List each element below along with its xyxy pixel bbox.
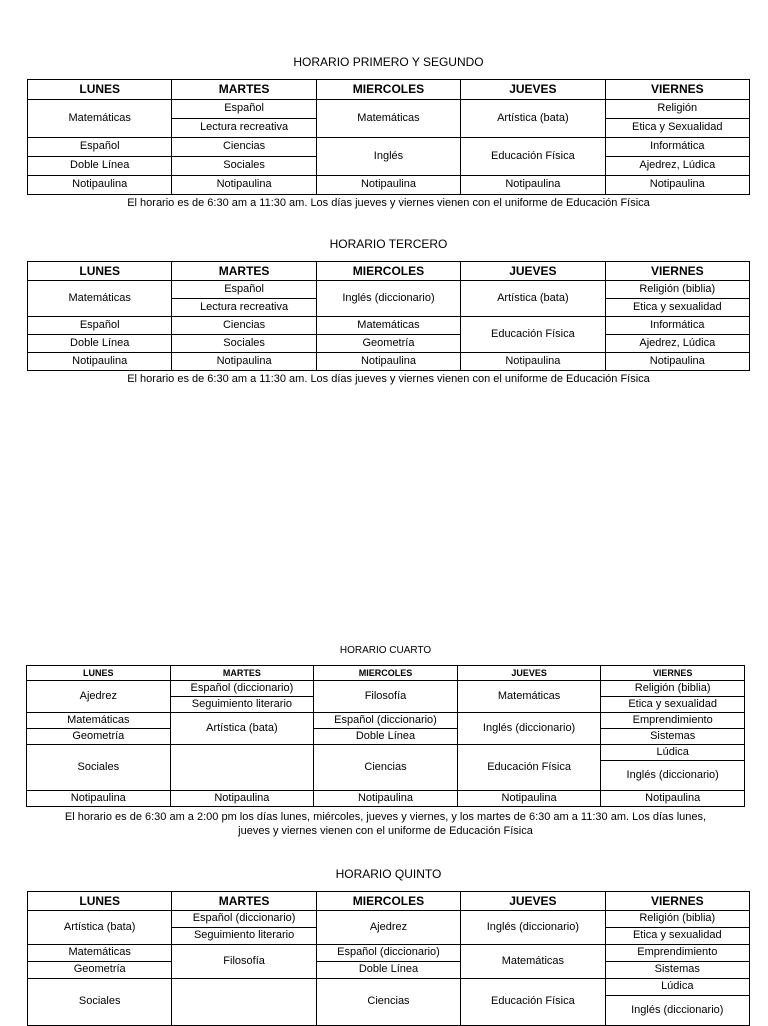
day-header-monday: LUNES [27,666,171,681]
table-cell: Sociales [27,745,171,791]
table-cell: Matemáticas [27,713,171,729]
day-header-tuesday: MARTES [172,892,316,911]
table-cell: Educación Física [457,745,601,791]
table-cell: Doble Línea [314,729,458,745]
table-cell: Lúdica [601,745,745,761]
schedule-title: HORARIO CUARTO [339,645,432,656]
table-cell: Sistemas [601,729,745,745]
day-header-tuesday: MARTES [172,262,316,281]
table-cell [172,979,316,1026]
table-cell: Español [172,281,316,299]
table-cell: Etica y sexualidad [601,697,745,713]
table-cell: Educación Física [461,317,605,353]
table-cell: Notipaulina [461,353,605,371]
table-cell: Seguimiento literario [172,928,316,945]
schedule-table [27,261,750,371]
table-cell: Artística (bata) [170,713,314,745]
schedule-title: HORARIO TERCERO [329,237,448,251]
table-cell: Ajedrez [316,911,460,945]
table-cell: Notipaulina [461,176,605,195]
table-cell: Inglés (diccionario) [605,996,749,1026]
table-cell: Matemáticas [28,281,172,317]
schedule-note-line: El horario es de 6:30 am a 2:00 pm los días lunes, miércoles, jueves y viernes, y los martes de 6:30 am a 11:30 am. Los días lunes, [64,811,707,823]
table-cell: Emprendimiento [605,945,749,962]
table-cell: Emprendimiento [601,713,745,729]
table-cell: Español (diccionario) [314,713,458,729]
schedule-table [27,891,750,1026]
day-header-wednesday: MIERCOLES [316,262,460,281]
schedule-third [27,236,750,386]
table-cell: Informática [605,317,749,335]
schedule-table [27,79,750,195]
day-header-tuesday: MARTES [172,80,316,100]
table-cell: Ciencias [314,745,458,791]
table-cell: Sociales [172,157,316,176]
schedule-title: HORARIO QUINTO [335,867,442,881]
day-header-friday: VIERNES [605,262,749,281]
table-cell: Notipaulina [316,176,460,195]
table-cell: Ajedrez, Lúdica [605,335,749,353]
table-cell: Notipaulina [314,791,458,807]
schedule-first-second [27,54,750,210]
day-header-thursday: JUEVES [461,892,605,911]
schedule-note-line: jueves y viernes vienen con el uniforme de Educación Física [238,825,533,838]
table-cell: Notipaulina [172,176,316,195]
day-header-monday: LUNES [28,262,172,281]
table-cell: Notipaulina [170,791,314,807]
schedule-note [26,810,745,839]
table-cell: Ciencias [172,317,316,335]
day-header-wednesday: MIERCOLES [316,80,460,100]
table-cell: Ajedrez [27,681,171,713]
table-cell: Lúdica [605,979,749,996]
table-cell: Religión [605,100,749,119]
table-cell: Ajedrez, Lúdica [605,157,749,176]
day-header-thursday: JUEVES [457,666,601,681]
day-header-friday: VIERNES [601,666,745,681]
day-header-monday: LUNES [28,80,172,100]
day-header-tuesday: MARTES [170,666,314,681]
table-cell: Geometría [316,335,460,353]
table-cell: Inglés (diccionario) [316,281,460,317]
table-cell: Notipaulina [27,791,171,807]
table-cell: Matemáticas [461,945,605,979]
table-cell: Matemáticas [457,681,601,713]
table-cell: Notipaulina [605,176,749,195]
schedule-note: El horario es de 6:30 am a 11:30 am. Los días jueves y viernes vienen con el uniforme de Educación Física [127,197,650,209]
table-cell: Sociales [28,979,172,1026]
table-cell: Religión (biblia) [605,281,749,299]
table-cell: Matemáticas [28,100,172,138]
table-cell: Inglés [316,138,460,176]
day-header-monday: LUNES [28,892,172,911]
table-cell: Doble Línea [28,157,172,176]
table-cell: Inglés (diccionario) [461,911,605,945]
day-header-wednesday: MIERCOLES [314,666,458,681]
table-cell: Seguimiento literario [170,697,314,713]
table-cell: Notipaulina [172,353,316,371]
table-cell: Notipaulina [316,353,460,371]
schedule-note: El horario es de 6:30 am a 11:30 am. Los días jueves y viernes vienen con el uniforme de Educación Física [127,373,650,385]
table-cell: Religión (biblia) [605,911,749,928]
table-cell: Matemáticas [316,100,460,138]
table-cell: Filosofía [314,681,458,713]
table-cell: Matemáticas [28,945,172,962]
table-cell: Filosofía [172,945,316,979]
table-cell: Sistemas [605,962,749,979]
table-cell: Español [172,100,316,119]
table-cell: Notipaulina [28,176,172,195]
table-cell: Español (diccionario) [316,945,460,962]
table-cell: Artística (bata) [28,911,172,945]
table-cell: Lectura recreativa [172,299,316,317]
table-cell: Notipaulina [28,353,172,371]
day-header-friday: VIERNES [605,80,749,100]
table-cell: Español (diccionario) [170,681,314,697]
table-cell: Inglés (diccionario) [601,761,745,791]
table-cell: Ciencias [172,138,316,157]
day-header-friday: VIERNES [605,892,749,911]
table-cell: Español (diccionario) [172,911,316,928]
table-cell: Educación Física [461,138,605,176]
table-cell: Religión (biblia) [601,681,745,697]
table-cell: Artística (bata) [461,100,605,138]
table-cell: Geometría [28,962,172,979]
table-cell: Etica y sexualidad [605,928,749,945]
table-cell: Educación Física [461,979,605,1026]
day-header-thursday: JUEVES [461,80,605,100]
table-cell: Informática [605,138,749,157]
table-cell: Artística (bata) [461,281,605,317]
table-cell: Notipaulina [605,353,749,371]
schedule-table [26,665,745,807]
table-cell: Doble Línea [316,962,460,979]
table-cell: Etica y Sexualidad [605,119,749,138]
day-header-wednesday: MIERCOLES [316,892,460,911]
table-cell: Doble Línea [28,335,172,353]
table-cell [170,745,314,791]
table-cell: Lectura recreativa [172,119,316,138]
table-cell: Notipaulina [601,791,745,807]
table-cell: Español [28,317,172,335]
table-cell: Ciencias [316,979,460,1026]
day-header-thursday: JUEVES [461,262,605,281]
table-cell: Etica y sexualidad [605,299,749,317]
table-cell: Notipaulina [457,791,601,807]
table-cell: Sociales [172,335,316,353]
schedule-fifth [27,866,750,1026]
schedule-title: HORARIO PRIMERO Y SEGUNDO [293,55,484,69]
table-cell: Matemáticas [316,317,460,335]
table-cell: Inglés (diccionario) [457,713,601,745]
table-cell: Geometría [27,729,171,745]
schedule-fourth [26,644,745,839]
table-cell: Español [28,138,172,157]
